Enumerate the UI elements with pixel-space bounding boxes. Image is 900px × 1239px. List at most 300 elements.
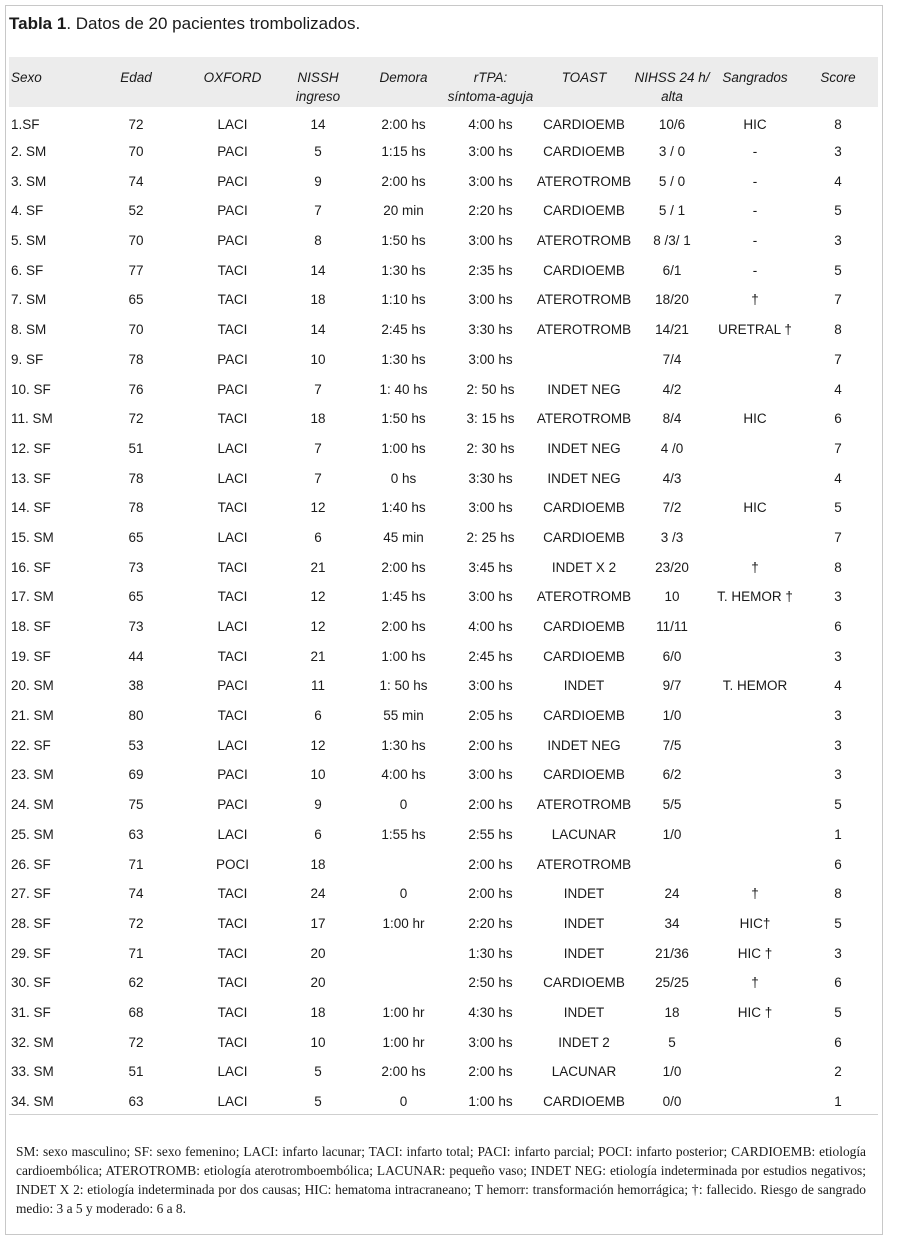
table-cell: † bbox=[751, 975, 759, 991]
table-cell: CARDIOEMB bbox=[543, 203, 625, 219]
table-cell: 5 bbox=[314, 1094, 322, 1110]
table-cell bbox=[712, 463, 798, 493]
column-header bbox=[191, 57, 274, 107]
table-cell: 3:00 hs bbox=[468, 292, 513, 308]
table-cell: 2:55 hs bbox=[468, 826, 513, 842]
table-cell: 20 min bbox=[383, 203, 424, 219]
table-cell: 69 bbox=[128, 767, 144, 783]
column-header-line: Sexo bbox=[11, 70, 42, 85]
table-cell: 7 bbox=[834, 529, 842, 545]
table-cell: 72 bbox=[128, 117, 144, 133]
column-header bbox=[362, 57, 445, 107]
table-cell: 2:00 hs bbox=[381, 117, 426, 133]
table-cell: 3: 15 hs bbox=[466, 411, 515, 427]
table-cell bbox=[712, 1057, 798, 1087]
column-header-line: rTPA: bbox=[473, 70, 508, 85]
caption-label: Tabla 1 bbox=[9, 14, 67, 33]
table-row bbox=[9, 968, 878, 998]
table-cell: 4 bbox=[834, 678, 842, 694]
table-cell: 78 bbox=[128, 500, 144, 516]
table-row bbox=[9, 315, 878, 345]
table-cell: - bbox=[752, 262, 758, 278]
table-row bbox=[9, 552, 878, 582]
table-cell: 68 bbox=[128, 1004, 144, 1020]
table-cell: 16. SF bbox=[11, 559, 51, 575]
table-cell: 1:30 hs bbox=[381, 737, 426, 753]
table-cell: 25. SM bbox=[11, 826, 54, 842]
table-cell: 5 bbox=[314, 144, 322, 160]
table-cell: 28. SF bbox=[11, 915, 51, 931]
table-row bbox=[9, 701, 878, 731]
table-cell: 10 bbox=[310, 1034, 326, 1050]
table-cell: 5 / 0 bbox=[658, 173, 686, 189]
table-row bbox=[9, 671, 878, 701]
table-cell: 3:00 hs bbox=[468, 351, 513, 367]
table-cell: 44 bbox=[128, 648, 144, 664]
table-row bbox=[9, 1057, 878, 1087]
table-cell: 25/25 bbox=[655, 975, 689, 991]
column-header-line: síntoma-aguja bbox=[447, 89, 534, 104]
table-cell: 1:30 hs bbox=[381, 262, 426, 278]
table-cell: 8 bbox=[834, 886, 842, 902]
table-cell: PACI bbox=[217, 381, 248, 397]
table-row bbox=[9, 612, 878, 642]
table-cell: HIC bbox=[743, 411, 767, 427]
table-cell: 21 bbox=[310, 648, 326, 664]
table-cell: TACI bbox=[217, 322, 248, 338]
table-cell: 4 bbox=[834, 173, 842, 189]
table-cell bbox=[712, 374, 798, 404]
table-cell: † bbox=[751, 559, 759, 575]
table-row bbox=[9, 730, 878, 760]
table-cell: LACI bbox=[217, 826, 248, 842]
table-cell: 34. SM bbox=[11, 1094, 54, 1110]
column-header-line: OXFORD bbox=[203, 70, 262, 85]
table-cell: TACI bbox=[217, 500, 248, 516]
table-row bbox=[9, 879, 878, 909]
table-cell: 9 bbox=[314, 797, 322, 813]
table-cell: 1:00 hr bbox=[382, 1034, 425, 1050]
table-cell: 18 bbox=[664, 1004, 680, 1020]
table-cell: LACI bbox=[217, 1094, 248, 1110]
table-cell: 4 bbox=[834, 470, 842, 486]
table-cell: 2:20 hs bbox=[468, 915, 513, 931]
table-cell: 33. SM bbox=[11, 1064, 54, 1080]
table-cell: 55 min bbox=[383, 708, 424, 724]
table-cell: 18 bbox=[310, 1004, 326, 1020]
table-cell: 3 /3 bbox=[660, 529, 684, 545]
table-cell: CARDIOEMB bbox=[543, 117, 625, 133]
table-cell: 7 bbox=[834, 351, 842, 367]
table-cell: 4:00 hs bbox=[381, 767, 426, 783]
table-cell: 5/5 bbox=[662, 797, 682, 813]
table-cell: 1:30 hs bbox=[381, 351, 426, 367]
table-cell: 1:00 hr bbox=[382, 915, 425, 931]
table-cell: 7/5 bbox=[662, 737, 682, 753]
table-cell: LACI bbox=[217, 117, 248, 133]
table-cell: 5 bbox=[834, 797, 842, 813]
table-cell: 18 bbox=[310, 856, 326, 872]
table-cell bbox=[712, 434, 798, 464]
table-row bbox=[9, 345, 878, 375]
table-cell: 2:00 hs bbox=[468, 886, 513, 902]
table-cell: 45 min bbox=[383, 529, 424, 545]
table-cell: LACUNAR bbox=[551, 826, 617, 842]
table-cell: 20. SM bbox=[11, 678, 54, 694]
column-header bbox=[9, 57, 81, 107]
table-cell: 3:00 hs bbox=[468, 767, 513, 783]
table-cell: 2: 30 hs bbox=[466, 440, 515, 456]
table-cell: 22. SF bbox=[11, 737, 51, 753]
table-cell: 6/2 bbox=[662, 767, 682, 783]
table-cell: 7 bbox=[314, 203, 322, 219]
table-cell: TACI bbox=[217, 292, 248, 308]
table-row bbox=[9, 226, 878, 256]
table-cell: 1:10 hs bbox=[381, 292, 426, 308]
column-header bbox=[536, 57, 632, 107]
table-cell bbox=[712, 849, 798, 879]
table-cell: 3 bbox=[834, 945, 842, 961]
table-cell: TACI bbox=[217, 945, 248, 961]
table-cell: 2:35 hs bbox=[468, 262, 513, 278]
table-cell: INDET NEG bbox=[547, 470, 621, 486]
table-cell: 51 bbox=[128, 1064, 144, 1080]
table-cell: 10/6 bbox=[658, 117, 686, 133]
table-cell: 71 bbox=[128, 856, 144, 872]
table-cell: PACI bbox=[217, 767, 248, 783]
table-cell: CARDIOEMB bbox=[543, 975, 625, 991]
table-cell: 14 bbox=[310, 322, 326, 338]
table-cell: 1:50 hs bbox=[381, 233, 426, 249]
table-cell: 8 bbox=[834, 117, 842, 133]
table-cell: LACI bbox=[217, 619, 248, 635]
table-cell: 20 bbox=[310, 945, 326, 961]
table-cell: 65 bbox=[128, 292, 144, 308]
table-cell: ATEROTROMB bbox=[536, 589, 632, 605]
table-cell: 4:30 hs bbox=[468, 1004, 513, 1020]
table-footnotes: SM: sexo masculino; SF: sexo femenino; LACI: infarto lacunar; TACI: infarto total; PACI: infarto parcial; POCI: infarto posterior; CARDIOEMB: etiología cardioembólica; ATEROTROMB: etiología aterotromboembólica; LACUNAR: pequeño vaso; INDET NEG: etiología indeterminada por estudios negativos; INDET X 2: etiología indeterminada por dos causas; HIC: hematoma intracraneano; T hemorr: transformación hemorrágica; †: fallecido. Riesgo de sangrado medio: 3 a 5 y moderado: 6 a 8. bbox=[16, 1144, 866, 1216]
table-cell: 2:50 hs bbox=[468, 975, 513, 991]
table-cell: 71 bbox=[128, 945, 144, 961]
table-row bbox=[9, 255, 878, 285]
table-cell: 2:00 hs bbox=[468, 856, 513, 872]
table-cell: CARDIOEMB bbox=[543, 529, 625, 545]
table-cell: 5 bbox=[834, 203, 842, 219]
table-cell: 8/4 bbox=[662, 411, 682, 427]
table-cell: LACI bbox=[217, 529, 248, 545]
table-cell: PACI bbox=[217, 173, 248, 189]
table-cell: 14 bbox=[310, 117, 326, 133]
table-cell: INDET bbox=[563, 945, 605, 961]
table-cell: LACI bbox=[217, 737, 248, 753]
table-cell: 1:40 hs bbox=[381, 500, 426, 516]
table-cell: 1: 50 hs bbox=[379, 678, 428, 694]
table-cell: 75 bbox=[128, 797, 144, 813]
table-cell: 5 bbox=[834, 1004, 842, 1020]
table-cell: 3:00 hs bbox=[468, 144, 513, 160]
table-cell: 11 bbox=[310, 678, 325, 694]
table-row bbox=[9, 374, 878, 404]
table-cell: 72 bbox=[128, 915, 144, 931]
table-cell: † bbox=[751, 292, 759, 308]
table-cell: 5 bbox=[834, 262, 842, 278]
column-header bbox=[632, 57, 712, 107]
table-cell: 7. SM bbox=[11, 292, 47, 308]
column-header-line: Sangrados bbox=[722, 70, 788, 85]
table-cell bbox=[362, 938, 445, 968]
table-cell: PACI bbox=[217, 233, 248, 249]
column-header bbox=[798, 57, 878, 107]
table-cell: PACI bbox=[217, 203, 248, 219]
table-cell: 6. SF bbox=[11, 262, 44, 278]
table-cell: 12 bbox=[310, 737, 326, 753]
table-cell: 21/36 bbox=[655, 945, 689, 961]
table-cell: 4:00 hs bbox=[468, 117, 513, 133]
table-cell bbox=[712, 760, 798, 790]
table-cell: TACI bbox=[217, 648, 248, 664]
table-cell: 31. SF bbox=[11, 1004, 51, 1020]
table-cell: 2:00 hs bbox=[381, 173, 426, 189]
table-cell: 5 bbox=[314, 1064, 322, 1080]
table-cell: 72 bbox=[128, 411, 144, 427]
table-cell: 6 bbox=[834, 856, 842, 872]
table-cell: 7 bbox=[834, 440, 842, 456]
table-cell bbox=[362, 968, 445, 998]
table-cell: TACI bbox=[217, 411, 248, 427]
table-cell: - bbox=[752, 233, 758, 249]
table-cell: 10 bbox=[310, 351, 326, 367]
table-row bbox=[9, 166, 878, 196]
table-cell: 12 bbox=[310, 500, 326, 516]
table-cell: 8 bbox=[314, 233, 322, 249]
table-cell: 23/20 bbox=[655, 559, 689, 575]
table-cell bbox=[712, 612, 798, 642]
column-header-line: NIHSS 24 h/ bbox=[634, 70, 710, 85]
table-cell: † bbox=[751, 886, 759, 902]
table-cell: LACI bbox=[217, 470, 248, 486]
table-cell: 3:45 hs bbox=[468, 559, 513, 575]
table-cell: PACI bbox=[217, 351, 248, 367]
table-cell: 14/21 bbox=[655, 322, 689, 338]
table-cell: 2:45 hs bbox=[468, 648, 513, 664]
table-cell: 77 bbox=[128, 262, 144, 278]
table-bottom-rule bbox=[9, 1114, 878, 1115]
table-cell: HIC † bbox=[737, 945, 773, 961]
table-cell bbox=[712, 820, 798, 850]
table-cell: 1:45 hs bbox=[381, 589, 426, 605]
table-row bbox=[9, 196, 878, 226]
table-cell: ATEROTROMB bbox=[536, 292, 632, 308]
table-cell: 6 bbox=[834, 1034, 842, 1050]
table-cell: 17 bbox=[310, 915, 326, 931]
table-cell: 8 bbox=[834, 322, 842, 338]
table-cell: TACI bbox=[217, 975, 248, 991]
table-cell: 3:00 hs bbox=[468, 233, 513, 249]
table-cell: INDET NEG bbox=[547, 381, 621, 397]
table-cell: 4 /0 bbox=[660, 440, 684, 456]
table-cell: HIC † bbox=[737, 1004, 773, 1020]
table-cell: 9/7 bbox=[662, 678, 682, 694]
table-cell: 78 bbox=[128, 470, 144, 486]
column-header bbox=[274, 57, 362, 107]
table-cell: TACI bbox=[217, 262, 248, 278]
table-cell: 27. SF bbox=[11, 886, 51, 902]
table-cell: 73 bbox=[128, 619, 144, 635]
table-cell: 1:50 hs bbox=[381, 411, 426, 427]
table-cell: 18/20 bbox=[655, 292, 689, 308]
table-cell bbox=[712, 730, 798, 760]
table-cell: 7/4 bbox=[662, 351, 682, 367]
table-cell: URETRAL † bbox=[718, 322, 792, 338]
table-cell: 3 bbox=[834, 144, 842, 160]
table-row bbox=[9, 493, 878, 523]
table-cell: HIC bbox=[743, 117, 767, 133]
table-cell: 23. SM bbox=[11, 767, 54, 783]
table-cell: 5. SM bbox=[11, 233, 47, 249]
table-cell: 4/2 bbox=[662, 381, 682, 397]
table-cell: 80 bbox=[128, 708, 144, 724]
table-cell: 8 /3/ 1 bbox=[653, 233, 691, 249]
table-cell: 63 bbox=[128, 1094, 144, 1110]
table-cell: HIC† bbox=[739, 915, 771, 931]
table-cell: 3:00 hs bbox=[468, 500, 513, 516]
table-cell: 7 bbox=[314, 470, 322, 486]
table-cell: ATEROTROMB bbox=[536, 173, 632, 189]
table-row bbox=[9, 523, 878, 553]
table-cell: 65 bbox=[128, 529, 144, 545]
table-row bbox=[9, 849, 878, 879]
table-cell: 26. SF bbox=[11, 856, 51, 872]
table-cell: TACI bbox=[217, 1004, 248, 1020]
table-cell: INDET bbox=[563, 1004, 605, 1020]
table-cell: 6 bbox=[834, 975, 842, 991]
table-cell: 70 bbox=[128, 144, 144, 160]
table-cell: 0 bbox=[399, 797, 408, 813]
table-cell: 78 bbox=[128, 351, 144, 367]
table-cell: 3 bbox=[834, 708, 842, 724]
table-cell: T. HEMOR bbox=[722, 678, 788, 694]
table-cell: 6/0 bbox=[662, 648, 682, 664]
table-cell: CARDIOEMB bbox=[543, 262, 625, 278]
table-cell: 6 bbox=[314, 708, 322, 724]
table-cell: 1:30 hs bbox=[468, 945, 513, 961]
table-cell: 14. SF bbox=[11, 500, 51, 516]
table-cell: 7 bbox=[314, 381, 322, 397]
table-cell: TACI bbox=[217, 708, 248, 724]
table-cell: 9 bbox=[314, 173, 322, 189]
table-cell: 76 bbox=[128, 381, 144, 397]
table-cell: 6 bbox=[834, 411, 842, 427]
table-cell: 70 bbox=[128, 233, 144, 249]
column-header-line: Score bbox=[820, 70, 856, 85]
table-cell: 3. SM bbox=[11, 173, 47, 189]
table-cell: 20 bbox=[310, 975, 326, 991]
table-cell: ATEROTROMB bbox=[536, 411, 632, 427]
table-cell: INDET bbox=[563, 915, 605, 931]
table-cell: 2:00 hs bbox=[468, 737, 513, 753]
table-cell: 3 bbox=[834, 589, 842, 605]
table-cell: 18 bbox=[310, 292, 326, 308]
column-header bbox=[81, 57, 191, 107]
table-cell: 62 bbox=[128, 975, 144, 991]
table-cell: TACI bbox=[217, 1034, 248, 1050]
table-cell: 3 bbox=[834, 233, 842, 249]
table-cell: ATEROTROMB bbox=[536, 856, 632, 872]
table-cell: 3:30 hs bbox=[468, 470, 513, 486]
table-row bbox=[9, 463, 878, 493]
table-cell: 3 bbox=[834, 648, 842, 664]
table-row bbox=[9, 434, 878, 464]
table-cell: 70 bbox=[128, 322, 144, 338]
table-cell: 4:00 hs bbox=[468, 619, 513, 635]
table-cell: 12 bbox=[310, 619, 326, 635]
table-row bbox=[9, 404, 878, 434]
table-cell: 4. SF bbox=[11, 203, 44, 219]
table-cell: 2 bbox=[834, 1064, 842, 1080]
table-cell: - bbox=[752, 144, 758, 160]
table-cell: POCI bbox=[215, 856, 249, 872]
table-cell: TACI bbox=[217, 915, 248, 931]
table-cell bbox=[712, 1087, 798, 1117]
table-cell bbox=[362, 849, 445, 879]
table-cell: 73 bbox=[128, 559, 144, 575]
table-cell: 1 bbox=[834, 826, 842, 842]
table-cell: 38 bbox=[128, 678, 144, 694]
table-cell: INDET NEG bbox=[547, 737, 621, 753]
table-cell: 21. SM bbox=[11, 708, 54, 724]
table-cell: T. HEMOR † bbox=[717, 589, 793, 605]
table-cell: 18. SF bbox=[11, 619, 51, 635]
column-header bbox=[712, 57, 798, 107]
table-cell: 14 bbox=[310, 262, 326, 278]
table-body bbox=[9, 107, 878, 1116]
table-cell: ATEROTROMB bbox=[536, 797, 632, 813]
table-cell: 2. SM bbox=[11, 144, 47, 160]
column-header bbox=[445, 57, 536, 107]
table-cell: 8 bbox=[834, 559, 842, 575]
table-cell: 12. SF bbox=[11, 440, 51, 456]
table-cell: 6/1 bbox=[662, 262, 682, 278]
table-cell: 53 bbox=[128, 737, 144, 753]
table-cell: 11. SM bbox=[11, 411, 53, 427]
table-cell bbox=[712, 345, 798, 375]
column-header-line: alta bbox=[661, 89, 683, 104]
table-cell: 1 bbox=[834, 1094, 842, 1110]
table-row bbox=[9, 641, 878, 671]
table-cell: 9. SF bbox=[11, 351, 44, 367]
table-header-row bbox=[9, 57, 878, 107]
table-cell: 24 bbox=[310, 886, 326, 902]
table-cell: 5 bbox=[834, 500, 842, 516]
table-cell: 11/11 bbox=[656, 619, 688, 635]
table-cell bbox=[632, 849, 712, 879]
table-cell: 63 bbox=[128, 826, 144, 842]
table-cell: 3:30 hs bbox=[468, 322, 513, 338]
table-cell: 74 bbox=[128, 886, 144, 902]
table-cell: 0 bbox=[399, 886, 408, 902]
table-cell bbox=[712, 523, 798, 553]
table-cell: 30. SF bbox=[11, 975, 51, 991]
table-cell: 72 bbox=[128, 1034, 144, 1050]
table-cell: 18 bbox=[310, 411, 326, 427]
table-cell: INDET X 2 bbox=[551, 559, 617, 575]
table-cell: 8. SM bbox=[11, 322, 47, 338]
table-cell: 6 bbox=[314, 529, 322, 545]
table-cell: LACUNAR bbox=[551, 1064, 617, 1080]
table-cell: 5 bbox=[668, 1034, 676, 1050]
table-cell: 51 bbox=[128, 440, 144, 456]
table-cell: INDET bbox=[563, 678, 605, 694]
